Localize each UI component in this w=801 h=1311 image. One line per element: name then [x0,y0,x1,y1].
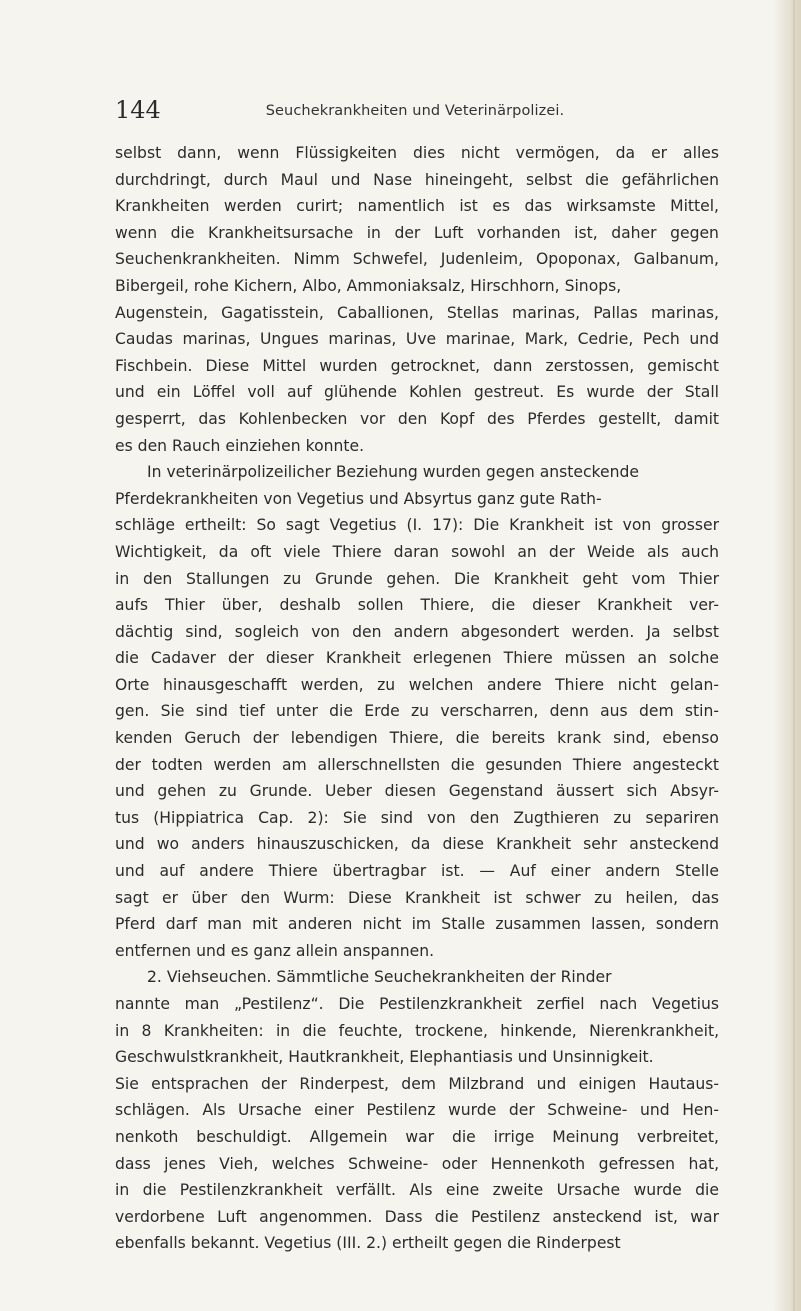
text-line: schläge ertheilt: So sagt Vegetius (I. 17): Die Krankheit ist von grosser [115,516,720,535]
text-line: Seuchenkrankheiten. Nimm Schwefel, Judenleim, Opoponax, Galbanum, [115,250,719,269]
text-line: durchdringt, durch Maul und Nase hineingeht, selbst die gefährlichen [115,170,720,189]
text-line: dächtig sind, sogleich von den andern abgesondert werden. Ja selbst [115,622,719,641]
text-line: in den Stallungen zu Grunde gehen. Die Krankheit geht vom Thier [115,569,720,588]
text-line: aufs Thier über, deshalb sollen Thiere, die dieser Krankheit ver- [115,596,719,615]
text-line: verdorbene Luft angenommen. Dass die Pestilenz ansteckend ist, war [115,1207,720,1226]
text-line: Pferdekrankheiten von Vegetius und Absyrtus ganz gute Rath- [115,489,602,508]
text-line: der todten werden am allerschnellsten die gesunden Thiere angesteckt [115,755,719,774]
page-edge [793,0,795,1311]
text-line: Pferd darf man mit anderen nicht im Stalle zusammen lassen, sondern [115,915,719,934]
text-line: und wo anders hinauszuschicken, da diese Krankheit sehr ansteckend [115,835,719,854]
text-line: es den Rauch einziehen konnte. [115,436,365,455]
text-line: die Cadaver der dieser Krankheit erlegenen Thiere müssen an solche [115,649,719,668]
text-line: Orte hinausgeschafft werden, zu welchen andere Thiere nicht gelan- [115,675,720,694]
text-line: Geschwulstkrankheit, Hautkrankheit, Elephantiasis und Unsinnigkeit. [115,1048,654,1067]
text-line: schlägen. Als Ursache einer Pestilenz wurde der Schweine- und Hen- [115,1101,720,1120]
text-line: Sie entsprachen der Rinderpest, dem Milzbrand und einigen Hautaus- [115,1074,720,1093]
text-line: und auf andere Thiere übertragbar ist. — Auf einer andern Stelle [115,862,719,881]
text-line: entfernen und es ganz allein anspannen. [115,941,435,960]
text-line: Wichtigkeit, da oft viele Thiere daran sowohl an der Weide als auch [115,542,720,561]
text-line: sagt er über den Wurm: Diese Krankheit ist schwer zu heilen, das [115,888,720,907]
text-line: gen. Sie sind tief unter die Erde zu verscharren, denn aus dem stin- [115,702,719,721]
text-line: dass jenes Vieh, welches Schweine- oder Hennenkoth gefressen hat, [115,1154,720,1173]
running-head: Seuchekrankheiten und Veterinärpolizei. [265,103,565,119]
text-line: in die Pestilenzkrankheit verfällt. Als eine zweite Ursache wurde die [115,1181,719,1200]
text-line: und gehen zu Grunde. Ueber diesen Gegenstand äussert sich Absyr- [115,782,720,801]
page-gutter-shadow [773,0,801,1311]
text-line: tus (Hippiatrica Cap. 2): Sie sind von den Zugthieren zu separiren [115,808,720,827]
text-line: Fischbein. Diese Mittel wurden getrocknet, dann zerstossen, gemischt [115,356,719,375]
text-line: 2. Viehseuchen. Sämmtliche Seuchekrankheiten der Rinder [147,968,612,987]
text-line: gesperrt, das Kohlenbecken vor den Kopf des Pferdes gestellt, damit [115,409,720,428]
text-line: Augenstein, Gagatisstein, Caballionen, Stellas marinas, Pallas marinas, [115,303,719,322]
page-header [115,92,715,128]
text-line: wenn die Krankheitsursache in der Luft vorhanden ist, daher gegen [115,223,719,242]
text-line: Caudas marinas, Ungues marinas, Uve marinae, Mark, Cedrie, Pech und [115,330,720,349]
page-number: 144 [115,96,161,124]
text-line: ebenfalls bekannt. Vegetius (III. 2.) ertheilt gegen die Rinderpest [115,1234,621,1253]
text-line: selbst dann, wenn Flüssigkeiten dies nicht vermögen, da er alles [115,144,719,162]
text-line: in 8 Krankheiten: in die feuchte, trockene, hinkende, Nierenkrankheit, [115,1021,720,1040]
text-line: und ein Löffel voll auf glühende Kohlen gestreut. Es wurde der Stall [115,383,720,402]
body-text [115,140,719,1257]
text-line: kenden Geruch der lebendigen Thiere, die bereits krank sind, ebenso [115,729,719,748]
text-line: Bibergeil, rohe Kichern, Albo, Ammoniaksalz, Hirschhorn, Sinops, [115,276,622,295]
text-line: Krankheiten werden curirt; namentlich ist es das wirksamste Mittel, [115,197,720,216]
text-line: nenkoth beschuldigt. Allgemein war die irrige Meinung verbreitet, [115,1127,719,1146]
text-line: nannte man „Pestilenz“. Die Pestilenzkrankheit zerfiel nach Vegetius [115,995,720,1013]
text-line: In veterinärpolizeilicher Beziehung wurden gegen ansteckende [147,463,639,482]
